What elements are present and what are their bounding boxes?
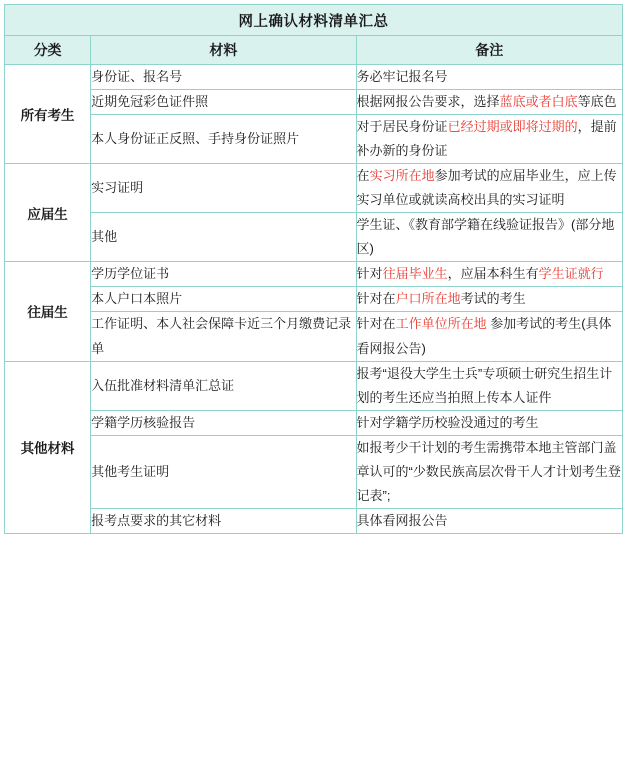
material-cell: 实习证明 (91, 164, 356, 213)
note-cell (356, 361, 622, 410)
column-header-note: 备注 (356, 36, 622, 65)
material-cell: 工作证明、本人社会保障卡近三个月缴费记录单 (91, 312, 356, 361)
note-cell (356, 213, 622, 262)
table-row (5, 65, 623, 90)
note-highlight: 工作单位所在地 (395, 316, 487, 332)
category-cell: 所有考生 (5, 65, 91, 164)
table-row (5, 164, 623, 213)
table-body (5, 5, 623, 534)
table-row (5, 312, 623, 361)
table-row (5, 115, 623, 164)
note-text: 如报考少干计划的考生需携带本地主管部门盖章认可的“少数民族高层次骨干人才计划考生登记表”; (356, 439, 621, 503)
note-text: 对于居民身份证 (356, 119, 448, 135)
note-cell (356, 90, 622, 115)
note-cell (356, 410, 622, 435)
note-highlight: 学生证就行 (538, 266, 604, 282)
note-highlight: 已经过期或即将过期的 (447, 119, 578, 135)
material-cell: 学历学位证书 (91, 262, 356, 287)
table-row (5, 287, 623, 312)
material-cell: 其他考生证明 (91, 435, 356, 508)
note-text: 参加考试的应届毕业生，应上传实习单位或就读高校出具的实习证明 (356, 168, 617, 208)
note-text: 针对在 (356, 291, 396, 307)
table-row (5, 410, 623, 435)
material-cell: 其他 (91, 213, 356, 262)
material-cell: 入伍批准材料清单汇总证 (91, 361, 356, 410)
category-cell: 往届生 (5, 262, 91, 361)
material-cell: 本人户口本照片 (91, 287, 356, 312)
note-cell (356, 508, 622, 533)
note-cell (356, 262, 622, 287)
note-cell (356, 65, 622, 90)
note-text: 针对 (356, 266, 383, 282)
note-text: 务必牢记报名号 (356, 69, 448, 84)
note-text: 等底色 (577, 94, 617, 110)
note-text: 学生证、《教育部学籍在线验证报告》(部分地区) (356, 217, 615, 257)
note-text: 报考“退役大学生士兵”专项硕士研究生招生计划的考生还应当拍照上传本人证件 (356, 365, 613, 405)
note-cell (356, 287, 622, 312)
note-text: 参加考试的考生(具体看网报公告) (356, 316, 612, 356)
note-highlight: 户口所在地 (395, 291, 461, 307)
note-text: 根据网报公告要求，选择 (356, 94, 500, 110)
table-row (5, 262, 623, 287)
material-cell: 本人身份证正反照、手持身份证照片 (91, 115, 356, 164)
note-text: 针对在 (356, 316, 396, 332)
document-title: 网上确认材料清单汇总 (5, 5, 623, 36)
note-cell (356, 164, 622, 213)
material-cell: 近期免冠彩色证件照 (91, 90, 356, 115)
note-highlight: 蓝底或者白底 (499, 94, 578, 110)
table-row (5, 213, 623, 262)
note-text: 在 (356, 168, 370, 184)
note-text: 考试的考生 (460, 291, 526, 307)
note-highlight: 往届毕业生 (382, 266, 448, 282)
note-text: 具体看网报公告 (356, 512, 448, 528)
table-row (5, 435, 623, 508)
note-cell (356, 115, 622, 164)
table-row (5, 90, 623, 115)
material-cell: 学籍学历核验报告 (91, 410, 356, 435)
note-text: 针对学籍学历校验没通过的考生 (356, 414, 539, 430)
material-cell: 身份证、报名号 (91, 65, 356, 90)
note-text: ，应届本科生有 (447, 266, 539, 282)
column-header-category: 分类 (5, 36, 91, 65)
category-cell: 其他材料 (5, 361, 91, 533)
note-text: ，提前补办新的身份证 (356, 119, 617, 159)
header-row (5, 36, 623, 65)
title-row (5, 5, 623, 36)
column-header-material: 材料 (91, 36, 356, 65)
table-row (5, 508, 623, 533)
category-cell: 应届生 (5, 164, 91, 262)
material-checklist-table (4, 4, 623, 534)
note-cell (356, 312, 622, 361)
material-cell: 报考点要求的其它材料 (91, 508, 356, 533)
table-row (5, 361, 623, 410)
note-highlight: 实习所在地 (369, 168, 435, 184)
note-cell (356, 435, 622, 508)
